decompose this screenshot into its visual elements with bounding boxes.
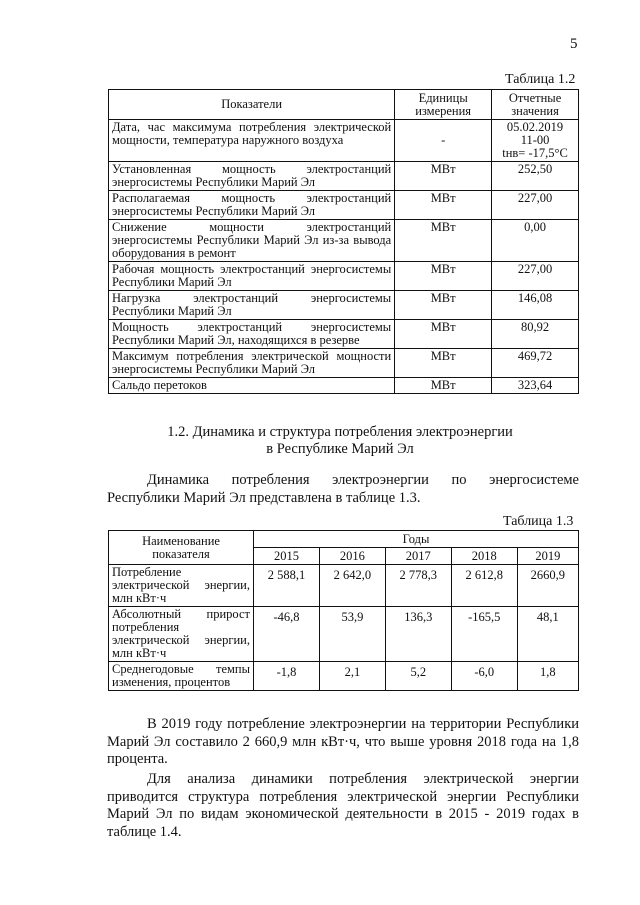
t13-cell: 48,1	[517, 607, 578, 662]
t12-row-label: Установленная мощность электростанций энергосистемы Республики Марий Эл	[109, 162, 395, 191]
t13-cell: 2 778,3	[385, 565, 451, 607]
table-row	[109, 662, 579, 691]
t13-row-label: Потребление электрической энергии, млн кВт·ч	[109, 565, 254, 607]
t12-row-unit: МВт	[395, 262, 492, 291]
t13-cell: 2 642,0	[319, 565, 385, 607]
t12-row-value	[492, 120, 579, 162]
t12-row-label: Снижение мощности электростанций энергосистемы Республики Марий Эл из-за вывода оборудования в ремонт	[109, 220, 395, 262]
t12-row-value: 323,64	[492, 378, 579, 394]
t13-cell: 2 612,8	[451, 565, 517, 607]
table-row	[109, 565, 579, 607]
t12-row-value: 0,00	[492, 220, 579, 262]
t12-row-value: 227,00	[492, 191, 579, 220]
t13-year: 2017	[385, 548, 451, 565]
t13-header-years: Годы	[254, 531, 579, 548]
t12-row-value: 80,92	[492, 320, 579, 349]
table-1-3	[108, 530, 579, 691]
t12-row-unit: МВт	[395, 349, 492, 378]
table-row	[109, 262, 579, 291]
section-intro-text: Динамика потребления электроэнергии по энергосистеме Республики Марий Эл представлена в таблице 1.3.	[107, 472, 579, 506]
t13-year: 2015	[254, 548, 320, 565]
t12-header-values: Отчетные значения	[492, 90, 579, 120]
t13-row-label: Среднегодовые темпы изменения, процентов	[109, 662, 254, 691]
t12-value-temp: tнв= -17,5°C	[502, 146, 568, 160]
t13-cell: 2660,9	[517, 565, 578, 607]
t12-row-value: 252,50	[492, 162, 579, 191]
t13-header-name: Наименование показателя	[109, 531, 254, 565]
t12-row-value: 227,00	[492, 262, 579, 291]
table-row	[109, 220, 579, 262]
t12-row-label: Сальдо перетоков	[109, 378, 395, 394]
t13-cell: 2,1	[319, 662, 385, 691]
table-row	[109, 349, 579, 378]
t12-header-indicator: Показатели	[109, 90, 395, 120]
section-heading-line1: 1.2. Динамика и структура потребления электроэнергии	[167, 424, 513, 440]
t13-cell: 53,9	[319, 607, 385, 662]
t12-value-date: 05.02.2019	[506, 120, 564, 134]
table-1-2-caption: Таблица 1.2	[505, 72, 576, 87]
t12-row-label: Дата, час максимума потребления электрической мощности, температура наружного воздуха	[109, 120, 395, 162]
t12-row-label: Нагрузка электростанций энергосистемы Республики Марий Эл	[109, 291, 395, 320]
table-row	[109, 607, 579, 662]
t12-row-unit: МВт	[395, 378, 492, 394]
t13-cell: 2 588,1	[254, 565, 320, 607]
t13-cell: -165,5	[451, 607, 517, 662]
t13-year: 2018	[451, 548, 517, 565]
table-1-2	[108, 89, 579, 394]
t13-year: 2016	[319, 548, 385, 565]
page-number: 5	[570, 36, 578, 52]
t12-header-units: Единицы измерения	[395, 90, 492, 120]
table-row	[109, 320, 579, 349]
t12-row-label: Располагаемая мощность электростанций энергосистемы Республики Марий Эл	[109, 191, 395, 220]
t12-row-label: Максимум потребления электрической мощности энергосистемы Республики Марий Эл	[109, 349, 395, 378]
t12-row-unit: МВт	[395, 291, 492, 320]
paragraph-structure-analysis-text: Для анализа динамики потребления электрической энергии приводится структура потребления электрической энергии Республики Марий Эл по видам экономической деятельности в 2015 - 2019 годах в таблице 1.4.	[107, 771, 579, 840]
t13-cell: 1,8	[517, 662, 578, 691]
table-row	[109, 378, 579, 394]
paragraph-consumption-2019	[107, 716, 579, 769]
t12-row-value: 469,72	[492, 349, 579, 378]
section-intro	[107, 472, 579, 507]
t12-row-value: 146,08	[492, 291, 579, 320]
t12-row-unit: МВт	[395, 191, 492, 220]
table-row	[109, 291, 579, 320]
t12-row-label: Мощность электростанций энергосистемы Республики Марий Эл, находящихся в резерве	[109, 320, 395, 349]
table-row	[109, 120, 579, 162]
section-heading	[100, 424, 580, 458]
table-1-3-caption: Таблица 1.3	[503, 514, 574, 529]
t13-cell: -1,8	[254, 662, 320, 691]
t12-value-time: 11-00	[520, 133, 550, 147]
section-heading-line2: в Республике Марий Эл	[266, 441, 414, 457]
paragraph-consumption-2019-text: В 2019 году потребление электроэнергии на территории Республики Марий Эл составило 2 660,9 млн кВт·ч, что выше уровня 2018 года на 1,8 процента.	[107, 716, 579, 767]
t13-row-label: Абсолютный прирост потребления электрической энергии, млн кВт·ч	[109, 607, 254, 662]
t12-row-unit: МВт	[395, 320, 492, 349]
t13-cell: 5,2	[385, 662, 451, 691]
t12-row-unit: -	[395, 120, 492, 162]
t13-cell: -6,0	[451, 662, 517, 691]
t12-row-label: Рабочая мощность электростанций энергосистемы Республики Марий Эл	[109, 262, 395, 291]
t12-row-unit: МВт	[395, 220, 492, 262]
t13-year: 2019	[517, 548, 578, 565]
t13-cell: -46,8	[254, 607, 320, 662]
paragraph-structure-analysis	[107, 771, 579, 841]
t12-row-unit: МВт	[395, 162, 492, 191]
table-row	[109, 191, 579, 220]
table-row	[109, 162, 579, 191]
t13-cell: 136,3	[385, 607, 451, 662]
